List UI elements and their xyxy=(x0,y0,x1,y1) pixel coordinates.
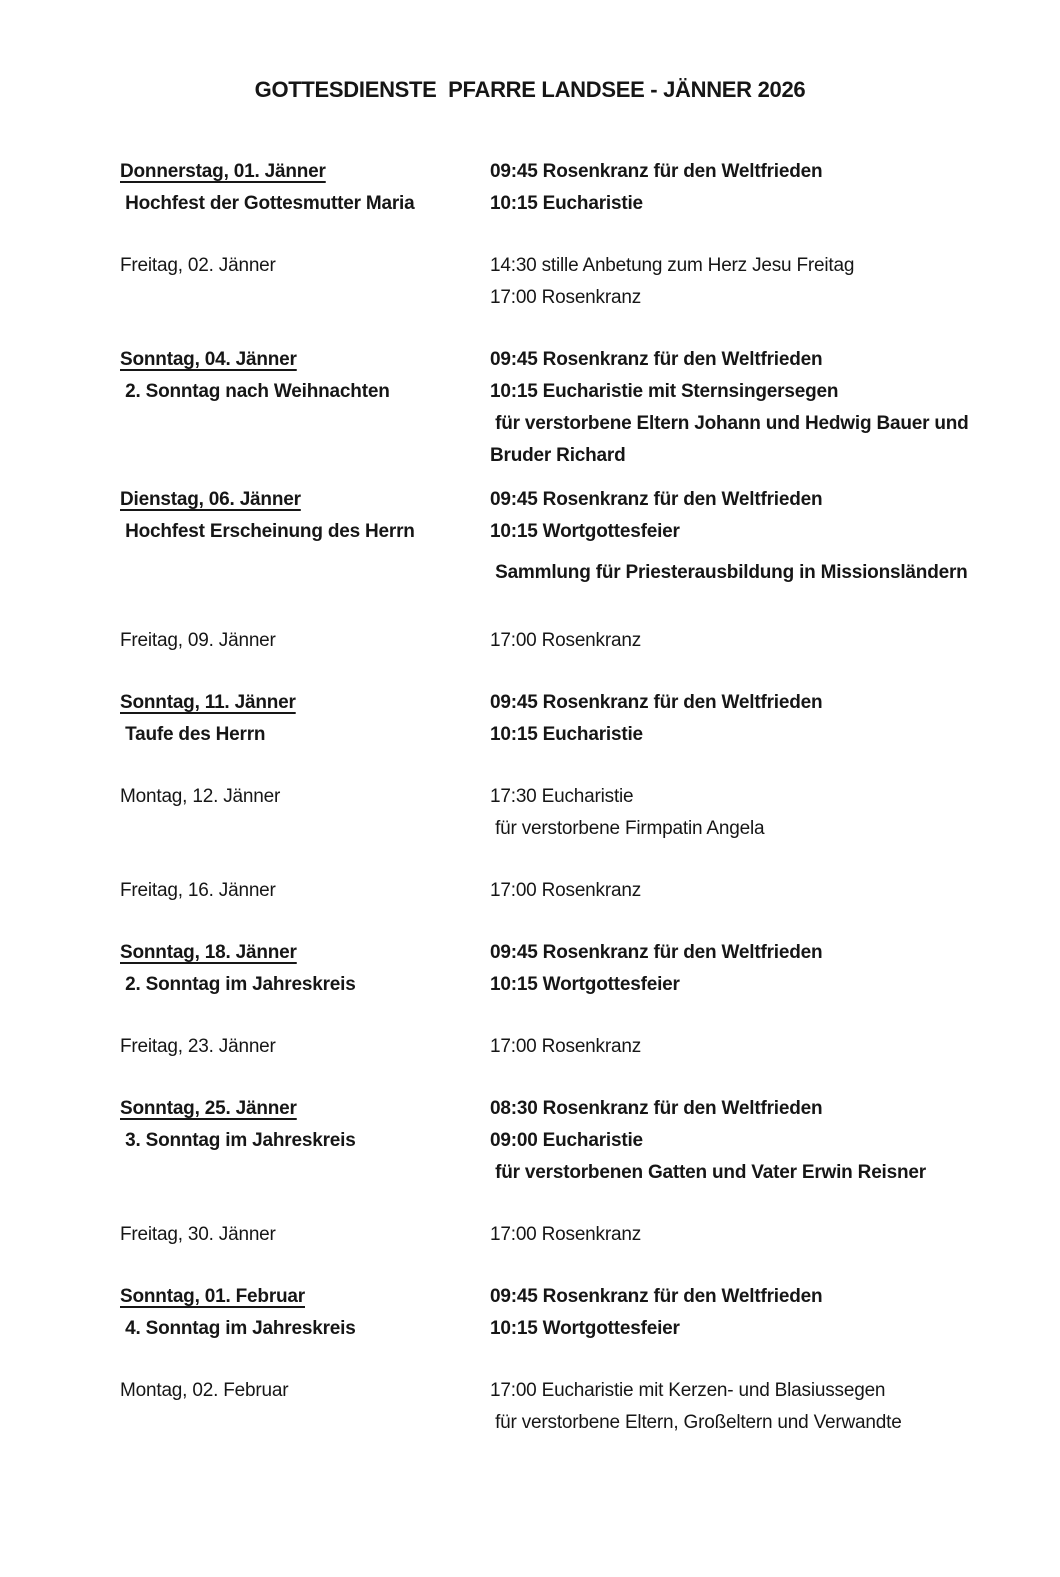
event-date: Sonntag, 11. Jänner xyxy=(120,692,296,713)
schedule-line xyxy=(120,344,1050,376)
event-feast-name: 3. Sonntag im Jahreskreis xyxy=(120,1130,356,1151)
event-date: Sonntag, 25. Jänner xyxy=(120,1098,297,1119)
schedule-line xyxy=(120,719,1050,751)
event-service: Sammlung für Priesterausbildung in Missionsländern xyxy=(490,562,968,583)
event-service: 09:00 Eucharistie xyxy=(490,1130,643,1151)
schedule-entry xyxy=(120,484,1050,589)
schedule-line xyxy=(120,1313,1050,1345)
event-service: 10:15 Wortgottesfeier xyxy=(490,1318,680,1339)
event-feast-name: 2. Sonntag nach Weihnachten xyxy=(120,381,390,402)
schedule-line xyxy=(120,557,1050,589)
schedule-entry xyxy=(120,1031,1050,1063)
event-feast-name: 4. Sonntag im Jahreskreis xyxy=(120,1318,356,1339)
event-service: für verstorbene Firmpatin Angela xyxy=(490,818,765,839)
schedule-line xyxy=(120,1093,1050,1125)
schedule-entry xyxy=(120,344,1050,472)
event-service: 09:45 Rosenkranz für den Weltfrieden xyxy=(490,349,823,370)
event-service: 09:45 Rosenkranz für den Weltfrieden xyxy=(490,692,823,713)
schedule-entry xyxy=(120,781,1050,845)
event-date: Donnerstag, 01. Jänner xyxy=(120,161,326,182)
event-feast-name: Hochfest der Gottesmutter Maria xyxy=(120,193,415,214)
event-date: Sonntag, 01. Februar xyxy=(120,1286,305,1307)
event-date: Montag, 12. Jänner xyxy=(120,786,281,807)
schedule-line xyxy=(120,687,1050,719)
schedule-line xyxy=(120,1219,1050,1251)
schedule-line xyxy=(120,156,1050,188)
schedule-line xyxy=(120,440,1050,472)
event-service: 17:00 Rosenkranz xyxy=(490,880,642,901)
schedule-entry xyxy=(120,1375,1050,1439)
schedule-line xyxy=(120,282,1050,314)
schedule-line xyxy=(120,625,1050,657)
schedule-line xyxy=(120,781,1050,813)
event-service: Bruder Richard xyxy=(490,445,626,466)
schedule-entry xyxy=(120,1219,1050,1251)
event-date: Freitag, 16. Jänner xyxy=(120,880,276,901)
schedule-entry xyxy=(120,1281,1050,1345)
schedule-line xyxy=(120,1375,1050,1407)
schedule-line xyxy=(120,875,1050,907)
event-service: 17:30 Eucharistie xyxy=(490,786,634,807)
event-service: 17:00 Rosenkranz xyxy=(490,1224,642,1245)
event-service: 17:00 Eucharistie mit Kerzen- und Blasiussegen xyxy=(490,1380,886,1401)
event-date: Dienstag, 06. Jänner xyxy=(120,489,301,510)
event-service: 10:15 Wortgottesfeier xyxy=(490,521,680,542)
event-service: 08:30 Rosenkranz für den Weltfrieden xyxy=(490,1098,823,1119)
event-service: 10:15 Wortgottesfeier xyxy=(490,974,680,995)
event-service: 10:15 Eucharistie xyxy=(490,724,643,745)
event-service: 10:15 Eucharistie xyxy=(490,193,643,214)
event-date: Freitag, 09. Jänner xyxy=(120,630,276,651)
schedule-entry xyxy=(120,687,1050,751)
schedule-line xyxy=(120,937,1050,969)
event-feast-name: 2. Sonntag im Jahreskreis xyxy=(120,974,356,995)
event-service: für verstorbene Eltern, Großeltern und Verwandte xyxy=(490,1412,902,1433)
event-service: 17:00 Rosenkranz xyxy=(490,630,642,651)
schedule-line xyxy=(120,1407,1050,1439)
schedule-entry xyxy=(120,937,1050,1001)
event-service: 09:45 Rosenkranz für den Weltfrieden xyxy=(490,942,823,963)
schedule-line xyxy=(120,1281,1050,1313)
event-service: 17:00 Rosenkranz xyxy=(490,287,642,308)
schedule-line xyxy=(120,969,1050,1001)
schedule-entry xyxy=(120,1093,1050,1189)
event-service: 17:00 Rosenkranz xyxy=(490,1036,642,1057)
schedule-line xyxy=(120,376,1050,408)
schedule-entries xyxy=(0,156,1060,1439)
schedule-entry xyxy=(120,875,1050,907)
schedule-line xyxy=(120,1157,1050,1189)
event-feast-name: Taufe des Herrn xyxy=(120,724,266,745)
schedule-entry xyxy=(120,250,1050,314)
schedule-line xyxy=(120,516,1050,548)
schedule-entry xyxy=(120,625,1050,657)
event-service: 10:15 Eucharistie mit Sternsingersegen xyxy=(490,381,839,402)
event-date: Sonntag, 04. Jänner xyxy=(120,349,297,370)
event-service: für verstorbene Eltern Johann und Hedwig Bauer und xyxy=(490,413,969,434)
schedule-line xyxy=(120,188,1050,220)
event-service: 09:45 Rosenkranz für den Weltfrieden xyxy=(490,161,823,182)
schedule-line xyxy=(120,484,1050,516)
schedule-line xyxy=(120,813,1050,845)
schedule-line xyxy=(120,408,1050,440)
event-date: Sonntag, 18. Jänner xyxy=(120,942,297,963)
event-date: Freitag, 30. Jänner xyxy=(120,1224,276,1245)
schedule-line xyxy=(120,1125,1050,1157)
event-date: Freitag, 02. Jänner xyxy=(120,255,276,276)
event-service: 09:45 Rosenkranz für den Weltfrieden xyxy=(490,1286,823,1307)
schedule-line xyxy=(120,250,1050,282)
event-service: für verstorbenen Gatten und Vater Erwin Reisner xyxy=(490,1162,926,1183)
schedule-entry xyxy=(120,156,1050,220)
event-service: 14:30 stille Anbetung zum Herz Jesu Freitag xyxy=(490,255,855,276)
event-date: Montag, 02. Februar xyxy=(120,1380,289,1401)
event-service: 09:45 Rosenkranz für den Weltfrieden xyxy=(490,489,823,510)
page-title: GOTTESDIENSTE PFARRE LANDSEE - JÄNNER 2026 xyxy=(254,77,806,102)
event-date: Freitag, 23. Jänner xyxy=(120,1036,276,1057)
schedule-line xyxy=(120,1031,1050,1063)
event-feast-name: Hochfest Erscheinung des Herrn xyxy=(120,521,415,542)
